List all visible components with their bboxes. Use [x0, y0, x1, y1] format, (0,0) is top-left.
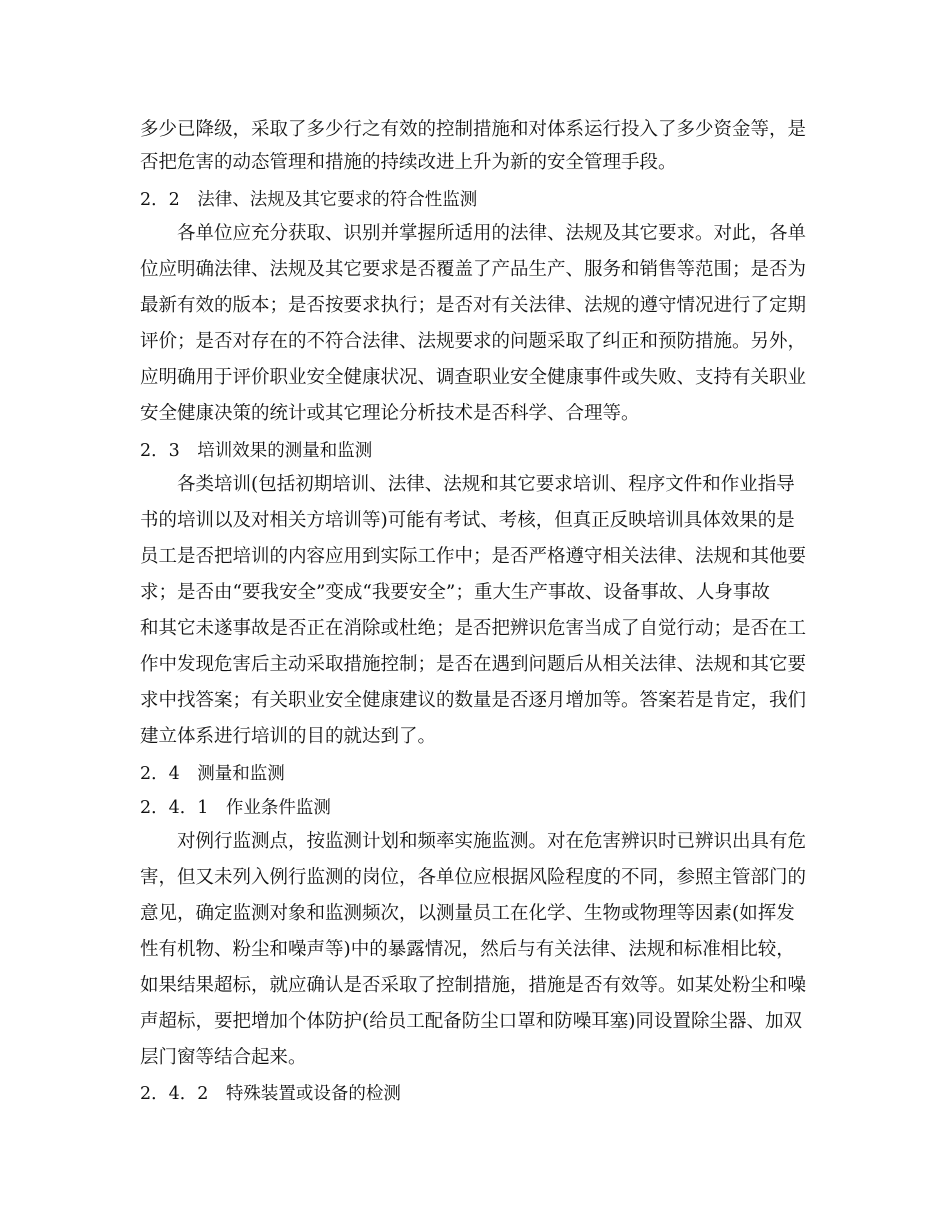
text-line: 意见，确定监测对象和监测频次，以测量员工在化学、生物或物理等因素(如挥发	[140, 903, 795, 924]
text-line: 性有机物、粉尘和噪声等)中的暴露情况，然后与有关法律、法规和标准相比较，	[140, 939, 795, 960]
text-line: 否把危害的动态管理和措施的持续改进上升为新的安全管理手段。	[140, 152, 677, 173]
section-heading: 2．4 测量和监测	[140, 764, 285, 784]
section-heading: 2．3 培训效果的测量和监测	[140, 441, 373, 461]
text-line: 各单位应充分获取、识别并掌握所适用的法律、法规及其它要求。对此，各单	[140, 223, 807, 244]
text-line: 层门窗等结合起来。	[140, 1047, 307, 1068]
text-line: 建立体系进行培训的目的就达到了。	[140, 726, 437, 747]
text-line: 多少已降级，采取了多少行之有效的控制措施和对体系运行投入了多少资金等，是	[140, 119, 807, 140]
text-line: 求；是否由“要我安全”变成“我要安全”；重大生产事故、设备事故、人身事故	[140, 582, 770, 603]
text-line: 害，但又未列入例行监测的岗位，各单位应根据风险程度的不同，参照主管部门的	[140, 867, 807, 888]
text-line: 最新有效的版本；是否按要求执行；是否对有关法律、法规的遵守情况进行了定期	[140, 295, 807, 316]
text-line: 安全健康决策的统计或其它理论分析技术是否科学、合理等。	[140, 403, 640, 424]
text-line: 员工是否把培训的内容应用到实际工作中；是否严格遵守相关法律、法规和其他要	[140, 546, 807, 567]
text-line: 应明确用于评价职业安全健康状况、调查职业安全健康事件或失败、支持有关职业	[140, 367, 807, 388]
text-line: 声超标，要把增加个体防护(给员工配备防尘口罩和防噪耳塞)同设置除尘器、加双	[140, 1011, 802, 1032]
text-line: 作中发现危害后主动采取措施控制；是否在遇到问题后从相关法律、法规和其它要	[140, 654, 807, 675]
text-line: 和其它未遂事故是否正在消除或杜绝；是否把辨识危害当成了自觉行动；是否在工	[140, 618, 807, 639]
text-line: 对例行监测点，按监测计划和频率实施监测。对在危害辨识时已辨识出具有危	[140, 831, 807, 852]
text-line: 评价；是否对存在的不符合法律、法规要求的问题采取了纠正和预防措施。另外，	[140, 331, 807, 352]
text-line: 位应明确法律、法规及其它要求是否覆盖了产品生产、服务和销售等范围；是否为	[140, 259, 807, 280]
section-heading: 2．4．1 作业条件监测	[140, 798, 331, 818]
section-heading: 2．2 法律、法规及其它要求的符合性监测	[140, 190, 478, 210]
text-line: 书的培训以及对相关方培训等)可能有考试、考核，但真正反映培训具体效果的是	[140, 510, 795, 531]
section-heading: 2．4．2 特殊装置或设备的检测	[140, 1084, 401, 1104]
text-line: 求中找答案；有关职业安全健康建议的数量是否逐月增加等。答案若是肯定，我们	[140, 690, 807, 711]
text-line: 各类培训(包括初期培训、法律、法规和其它要求培训、程序文件和作业指导	[140, 474, 795, 495]
text-line: 如果结果超标，就应确认是否采取了控制措施，措施是否有效等。如某处粉尘和噪	[140, 975, 807, 996]
